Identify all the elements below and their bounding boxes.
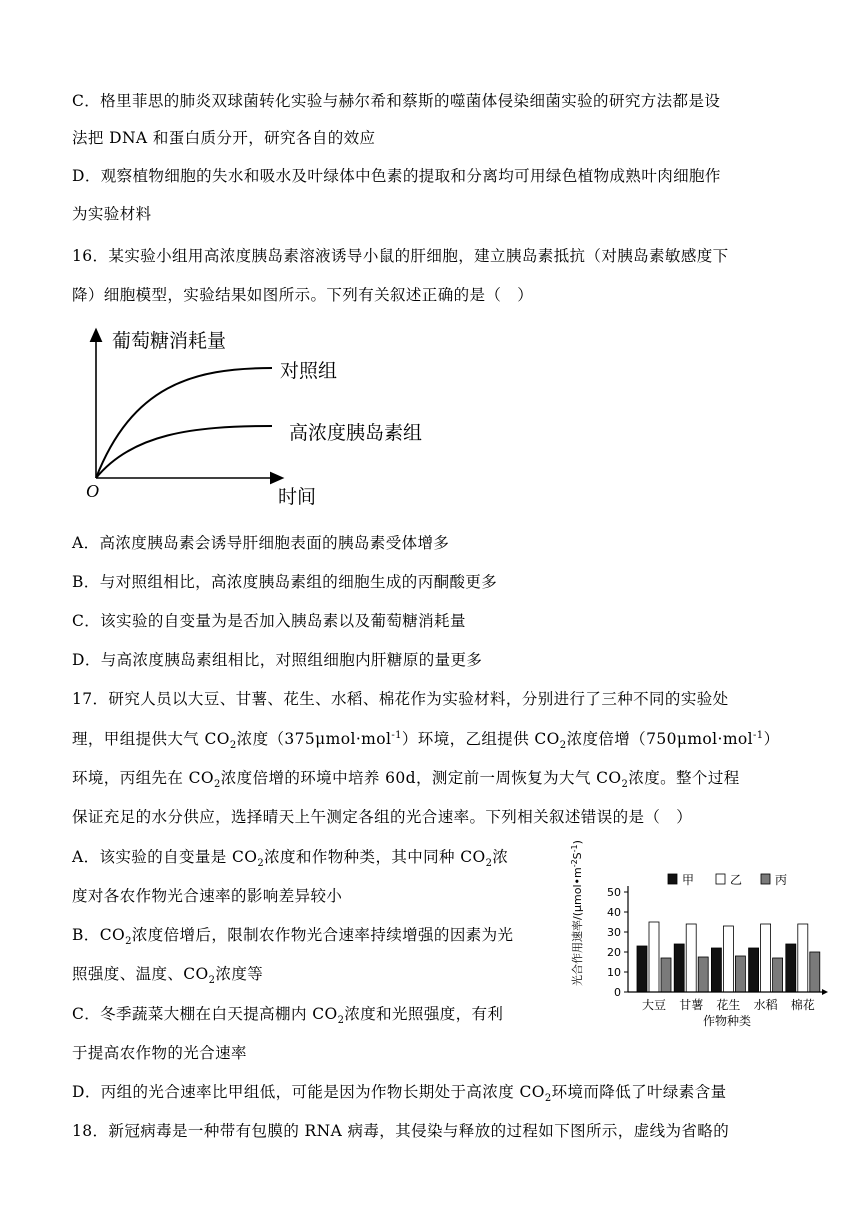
bar-甲-大豆 xyxy=(637,946,647,992)
y-tick-label: 40 xyxy=(607,906,621,919)
legend-swatch xyxy=(761,874,770,884)
q17-stem-line4: 保证充足的水分供应，选择晴天上午测定各组的光合速率。下列相关叙述错误的是（ ） xyxy=(72,808,693,826)
x-categories xyxy=(642,997,815,1012)
q18-stem-line1: 18．新冠病毒是一种带有包膜的 RNA 病毒，其侵染与释放的过程如下图所示，虚线为省略的 xyxy=(72,1122,730,1140)
option-d-line2: 为实验材料 xyxy=(72,205,152,223)
q17-option-b-line2: 照强度、温度、$CO_2$浓度等 xyxy=(72,965,264,987)
bar-甲-花生 xyxy=(711,948,721,992)
q16-option-c: C．该实验的自变量为是否加入胰岛素以及葡萄糖消耗量 xyxy=(72,612,466,630)
bar-乙-花生 xyxy=(723,926,733,992)
legend-swatch xyxy=(716,874,725,884)
x-axis-label: 时间 xyxy=(278,486,317,508)
bar-甲-甘薯 xyxy=(674,944,684,992)
x-category-label: 水稻 xyxy=(753,998,778,1012)
q17-stem-line1: 17．研究人员以大豆、甘薯、花生、水稻、棉花作为实验材料，分别进行了三种不同的实验处 xyxy=(72,690,729,708)
x-category-label: 花生 xyxy=(716,998,741,1012)
bar-丙-水稻 xyxy=(773,958,783,992)
q16-stem-line2: 降）细胞模型，实验结果如图所示。下列有关叙述正确的是（ ） xyxy=(72,286,534,304)
y-axis-label: 光合作用速率$/(\mu mol•m^{-2}S^{-1})$ xyxy=(569,840,584,986)
x-axis-label: 作物种类 xyxy=(702,1014,752,1028)
x-category-label: 甘薯 xyxy=(679,998,704,1012)
option-c-line2: 法把 DNA 和蛋白质分开，研究各自的效应 xyxy=(72,129,376,147)
bar-乙-棉花 xyxy=(798,924,808,992)
option-d-line1: D．观察植物细胞的失水和吸水及叶绿体中色素的提取和分离均可用绿色植物成熟叶肉细胞作 xyxy=(72,167,721,185)
q16-stem-line1: 16．某实验小组用高浓度胰岛素溶液诱导小鼠的肝细胞，建立胰岛素抵抗（对胰岛素敏感度下 xyxy=(72,247,729,265)
bar-乙-大豆 xyxy=(649,922,659,992)
q16-option-a: A．高浓度胰岛素会诱导肝细胞表面的胰岛素受体增多 xyxy=(72,534,450,552)
x-axis-arrow xyxy=(822,989,828,995)
q16-option-d: D．与高浓度胰岛素组相比，对照组细胞内肝糖原的量更多 xyxy=(72,651,483,669)
glucose-consumption-figure xyxy=(82,322,442,510)
q17-option-a-line2: 度对各农作物光合速率的影响差异较小 xyxy=(72,887,343,905)
bar-乙-甘薯 xyxy=(686,924,696,992)
q17-option-a-line1: A．该实验的自变量是 $CO_2$浓度和作物种类，其中同种 $CO_2$浓 xyxy=(72,848,509,870)
y-tick-label: 30 xyxy=(607,926,621,939)
bar-丙-甘薯 xyxy=(698,957,708,992)
origin-label: O xyxy=(86,481,99,501)
q17-option-d: D．丙组的光合速率比甲组低，可能是因为作物长期处于高浓度 $CO_2$环境而降低了叶绿素含量 xyxy=(72,1083,727,1105)
high-insulin-group-label: 高浓度胰岛素组 xyxy=(289,422,423,444)
q16-option-b: B．与对照组相比，高浓度胰岛素组的细胞生成的丙酮酸更多 xyxy=(72,573,498,591)
y-tick-label: 50 xyxy=(607,886,621,899)
bar-丙-花生 xyxy=(735,956,745,992)
y-tick-label: 0 xyxy=(614,986,621,999)
bar-丙-大豆 xyxy=(661,958,671,992)
bar-乙-水稻 xyxy=(761,924,771,992)
bar-甲-水稻 xyxy=(749,948,759,992)
x-category-label: 大豆 xyxy=(641,998,667,1012)
y-tick-label: 20 xyxy=(607,946,621,959)
high-insulin-group-curve xyxy=(96,426,272,478)
bar-丙-棉花 xyxy=(810,952,820,992)
legend-label: 丙 xyxy=(775,873,788,887)
photosynthesis-rate-chart xyxy=(568,840,830,1036)
legend-label: 甲 xyxy=(682,873,695,887)
bars xyxy=(637,922,820,992)
x-category-label: 棉花 xyxy=(790,998,815,1012)
q17-option-b-line1: B．$CO_2$浓度倍增后，限制农作物光合速率持续增强的因素为光 xyxy=(72,926,514,948)
q17-stem-line2: 理，甲组提供大气 $CO_2$浓度（375μmol·mol$^{-1}$）环境，乙组提供 $CO_2$浓度倍增（750μmol·mol$^{-1}$） xyxy=(72,729,780,752)
legend-swatch xyxy=(668,874,677,884)
y-axis-label: 葡萄糖消耗量 xyxy=(112,330,227,352)
q17-stem-line3: 环境，丙组先在 $CO_2$浓度倍增的环境中培养 60d，测定前一周恢复为大气 $CO_2$浓度。整个过程 xyxy=(72,769,740,791)
option-c-line1: C．格里菲思的肺炎双球菌转化实验与赫尔希和蔡斯的噬菌体侵染细菌实验的研究方法都是设 xyxy=(72,92,721,110)
control-group-curve xyxy=(96,368,272,478)
y-ticks xyxy=(607,886,628,999)
bar-甲-棉花 xyxy=(786,944,796,992)
q17-option-c-line1: C．冬季蔬菜大棚在白天提高棚内 $CO_2$浓度和光照强度，有利 xyxy=(72,1005,504,1027)
legend xyxy=(668,873,787,887)
q17-option-c-line2: 于提高农作物的光合速率 xyxy=(72,1044,247,1062)
legend-label: 乙 xyxy=(730,873,743,887)
y-tick-label: 10 xyxy=(607,966,621,979)
control-group-label: 对照组 xyxy=(280,360,338,382)
